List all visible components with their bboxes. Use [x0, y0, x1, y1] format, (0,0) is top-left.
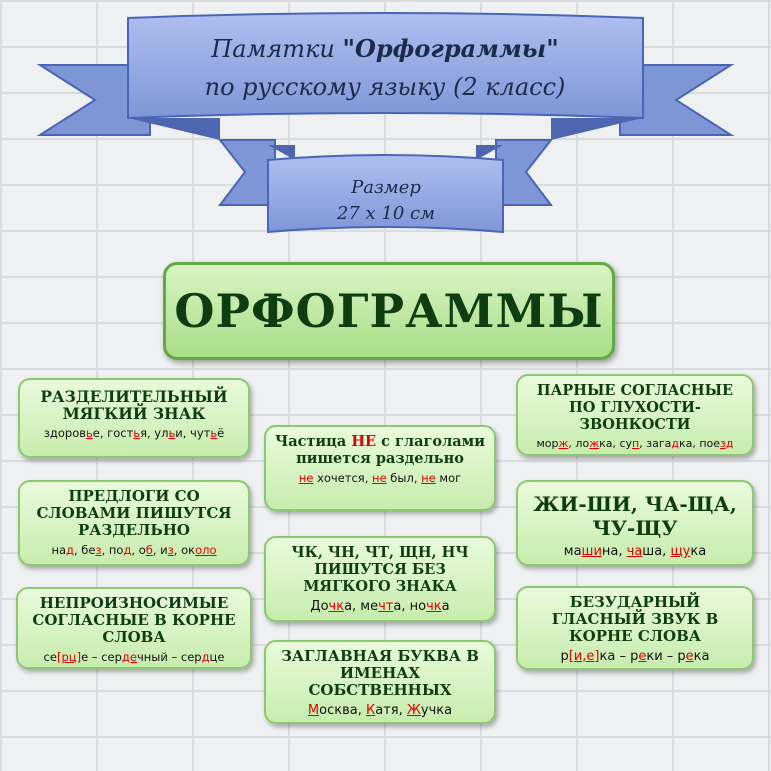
card-title: ЖИ-ШИ, ЧА-ЩА, ЧУ-ЩУ	[533, 492, 737, 540]
card-unpronounced	[16, 587, 252, 669]
card-zhi-shi	[516, 480, 754, 566]
card-title: БЕЗУДАРНЫЙ ГЛАСНЫЙ ЗВУК В КОРНЕ СЛОВА	[551, 593, 719, 645]
card-example: р[и,е]ка – реки – река	[560, 649, 710, 664]
card-example: морж, ложка, суп, загадка, поезд	[536, 437, 734, 450]
card-paired	[516, 374, 754, 456]
card-title: Частица НЕ с глаголами пишется раздельно	[274, 433, 486, 467]
banner-subtitle: по русскому языку (2 класс)	[204, 73, 566, 101]
main-title-plate	[163, 262, 615, 360]
card-example: се[рц]е – сердечный – сердце	[43, 650, 225, 664]
card-example: Москва, Катя, Жучка	[307, 703, 453, 718]
card-title: ЗАГЛАВНАЯ БУКВА В ИМЕНАХ СОБСТВЕННЫХ	[281, 647, 479, 699]
banner-size	[270, 175, 502, 227]
ne-highlight: НЕ	[351, 433, 377, 450]
card-chk	[264, 536, 496, 622]
card-unstressed	[516, 586, 754, 670]
size-value: 27 х 10 см	[336, 203, 436, 224]
card-title: НЕПРОИЗНОСИМЫЕ СОГЛАСНЫЕ В КОРНЕ СЛОВА	[32, 594, 236, 646]
card-capital	[264, 640, 496, 724]
card-soft-sign	[18, 378, 250, 458]
card-example: машина, чаша, щука	[563, 544, 707, 559]
card-ne-verbs	[264, 425, 496, 511]
main-title: ОРФОГРАММЫ	[174, 284, 604, 338]
card-example: над, без, под, об, из, около	[51, 543, 217, 557]
banner-title-quote: "Орфограммы"	[342, 34, 559, 63]
banner-title: Памятки "Орфограммы" по русскому языку (2 класс)	[150, 30, 620, 106]
card-title: ПАРНЫЕ СОГЛАСНЫЕ ПО ГЛУХОСТИ-ЗВОНКОСТИ	[536, 382, 734, 433]
size-label: Размер	[351, 177, 421, 198]
card-title: РАЗДЕЛИТЕЛЬНЫЙ МЯГКИЙ ЗНАК	[40, 387, 228, 423]
card-title: ЧК, ЧН, ЧТ, ЩН, НЧ ПИШУТСЯ БЕЗ МЯГКОГО ЗНАКА	[291, 544, 469, 595]
card-example: не хочется, не был, не мог	[298, 471, 462, 485]
card-prepositions	[18, 480, 250, 566]
card-example: Дочка, мечта, ночка	[310, 599, 450, 614]
card-title: ПРЕДЛОГИ СО СЛОВАМИ ПИШУТСЯ РАЗДЕЛЬНО	[36, 487, 232, 539]
card-example: здоровье, гостья, ульи, чутьё	[43, 426, 225, 440]
